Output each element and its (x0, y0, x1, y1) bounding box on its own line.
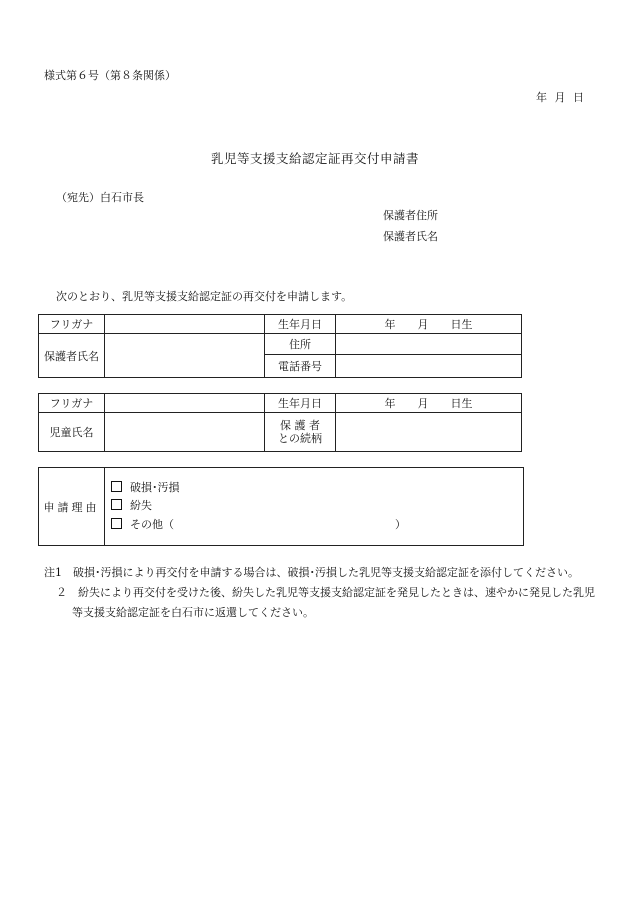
date-line: 年 月 日 (536, 91, 584, 104)
guardian-furigana-field[interactable] (105, 315, 265, 334)
relation-label-line1: 保 護 者 (280, 419, 320, 432)
reason-table (38, 467, 524, 546)
addressee: （宛先）白石市長 (56, 191, 144, 204)
child-table (38, 393, 522, 452)
guardian-birthdate-label: 生年月日 (265, 315, 336, 334)
intro-text: 次のとおり、乳児等支援支給認定証の再交付を申請します。 (56, 290, 353, 303)
guardian-address-cell-label: 住所 (265, 334, 336, 355)
guardian-name-cell-label: 保護者氏名 (39, 334, 105, 378)
reason-label: 申請理由 (39, 468, 105, 546)
reason-option-lost-label: 紛失 (130, 499, 152, 513)
guardian-phone-field[interactable] (336, 355, 522, 378)
guardian-name-field[interactable] (105, 334, 265, 378)
checkbox-icon[interactable] (111, 481, 122, 492)
relation-label (265, 413, 336, 452)
document-title: 乳児等支援支給認定証再交付申請書 (210, 151, 419, 166)
guardian-phone-label: 電話番号 (265, 355, 336, 378)
child-name-label: 児童氏名 (39, 413, 105, 452)
note-1: 注1 破損･汚損により再交付を申請する場合は、破損･汚損した乳児等支援支給認定証を添付してください。 (44, 566, 579, 579)
guardian-address-label: 保護者住所 (383, 209, 438, 222)
reason-options (105, 468, 524, 546)
guardian-address-field[interactable] (336, 334, 522, 355)
reason-option-damage[interactable] (111, 479, 523, 498)
guardian-furigana-label: フリガナ (39, 315, 105, 334)
guardian-table (38, 314, 522, 378)
note-2-line-1: ２ 紛失により再交付を受けた後、紛失した乳児等支援支給認定証を発見したときは、速やかに発見した乳児 (56, 586, 595, 599)
checkbox-icon[interactable] (111, 499, 122, 510)
checkbox-icon[interactable] (111, 518, 122, 529)
form-number: 様式第６号（第８条関係） (44, 69, 176, 82)
child-birthdate-label: 生年月日 (265, 394, 336, 413)
relation-label-line2: との続柄 (278, 432, 322, 445)
child-furigana-label: フリガナ (39, 394, 105, 413)
reason-other-close-paren: ） (395, 517, 406, 531)
reason-option-other[interactable] (111, 516, 523, 535)
child-furigana-field[interactable] (105, 394, 265, 413)
guardian-name-label: 保護者氏名 (383, 230, 438, 243)
reason-option-lost[interactable] (111, 497, 523, 516)
guardian-birthdate-field[interactable]: 年 月 日生 (336, 315, 522, 334)
child-name-field[interactable] (105, 413, 265, 452)
relation-field[interactable] (336, 413, 522, 452)
note-2-line-2: 等支援支給認定証を白石市に返還してください。 (72, 606, 314, 619)
reason-option-damage-label: 破損･汚損 (130, 480, 180, 494)
reason-option-other-label: その他（ (130, 517, 174, 531)
child-birthdate-field[interactable]: 年 月 日生 (336, 394, 522, 413)
